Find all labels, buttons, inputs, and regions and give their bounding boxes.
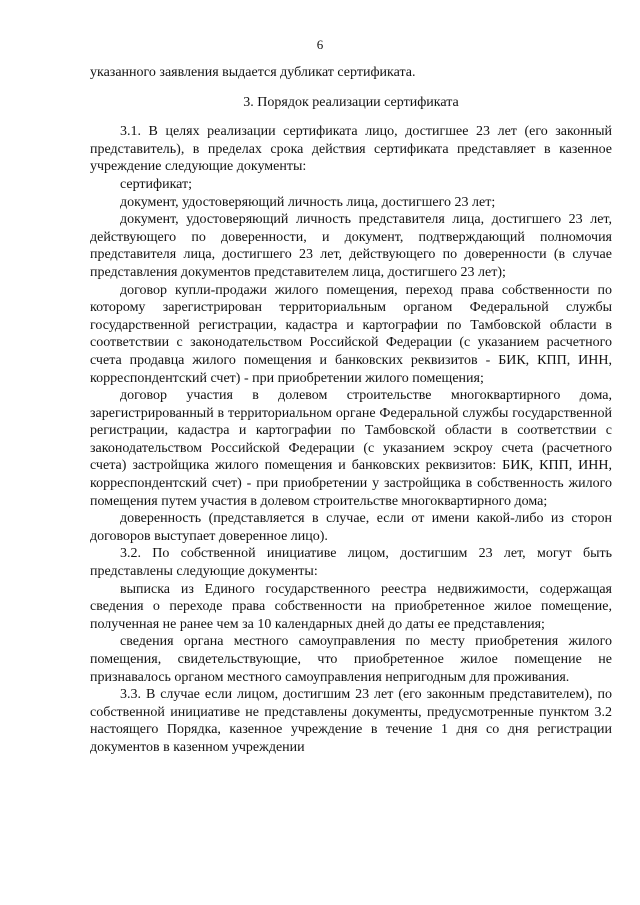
list-item-power-of-attorney: доверенность (представляется в случае, если от имени какой-либо из сторон договоров выступает доверенное лицо). (90, 511, 612, 544)
list-item-representative-document: документ, удостоверяющий личность представителя лица, достигшего 23 лет, действующего по доверенности, и документ, подтверждающий полномочия представителя лица, достигшего 23 лет, действующего по доверенности (в случае представления документов представителем лица, достигшего 23 лет); (90, 212, 612, 280)
paragraph-3-2: 3.2. По собственной инициативе лицом, достигшим 23 лет, могут быть представлены следующие документы: (90, 546, 612, 580)
list-item-sale-contract: договор купли-продажи жилого помещения, переход права собственности по которому зарегистрирован территориальным органом Федеральной службы государственной регистрации, кадастра и картографии по Тамбовской области в соответствии с законодательством Российской Федерации (с указанием расчетного счета продавца жилого помещения и банковских реквизитов - БИК, КПП, ИНН, корреспондентский счет) - при приобретении жилого помещения; (90, 282, 612, 386)
paragraph-continuation: указанного заявления выдается дубликат сертификата. (90, 65, 416, 80)
list-item-registry-extract: выписка из Единого государственного реестра недвижимости, содержащая сведения о переходе права собственности на приобретенное жилое помещение, полученная не ранее чем за 10 календарных дней до даты ее представления; (90, 581, 612, 632)
paragraph-3-1: 3.1. В целях реализации сертификата лицо, достигшее 23 лет (его законный представитель), в пределах срока действия сертификата представляет в казенное учреждение следующие документы: (90, 124, 612, 175)
page-number: 6 (316, 37, 324, 52)
document-body (90, 64, 612, 757)
section-title: 3. Порядок реализации сертификата (243, 94, 459, 110)
list-item-equity-contract: договор участия в долевом строительстве многоквартирного дома, зарегистрированный в территориальном органе Федеральной службы государственной регистрации, кадастра и картографии по Тамбовской области в соответствии с законодательством Российской Федерации (с указанием эскроу счета (расчетного счета) застройщика жилого помещения и банковских реквизитов: БИК, КПП, ИНН, корреспондентский счет) - при приобретении у застройщика в собственность жилого помещения путем участия в долевом строительстве многоквартирного дома; (90, 388, 612, 509)
paragraph-3-3: 3.3. В случае если лицом, достигшим 23 лет (его законным представителем), по собственной инициативе не представлены документы, предусмотренные пунктом 3.2 настоящего Порядка, казенное учреждение в течение 1 дня со дня регистрации документов в казенном учреждении (90, 687, 612, 755)
list-item-identity-document: документ, удостоверяющий личность лица, достигшего 23 лет; (120, 194, 496, 210)
list-item-certificate: сертификат; (120, 176, 193, 192)
list-item-local-authority-info: сведения органа местного самоуправления по месту приобретения жилого помещения, свидетельствующие, что приобретенное жилое помещение не признавалось органом местного самоуправления непригодным для проживания. (90, 634, 612, 685)
